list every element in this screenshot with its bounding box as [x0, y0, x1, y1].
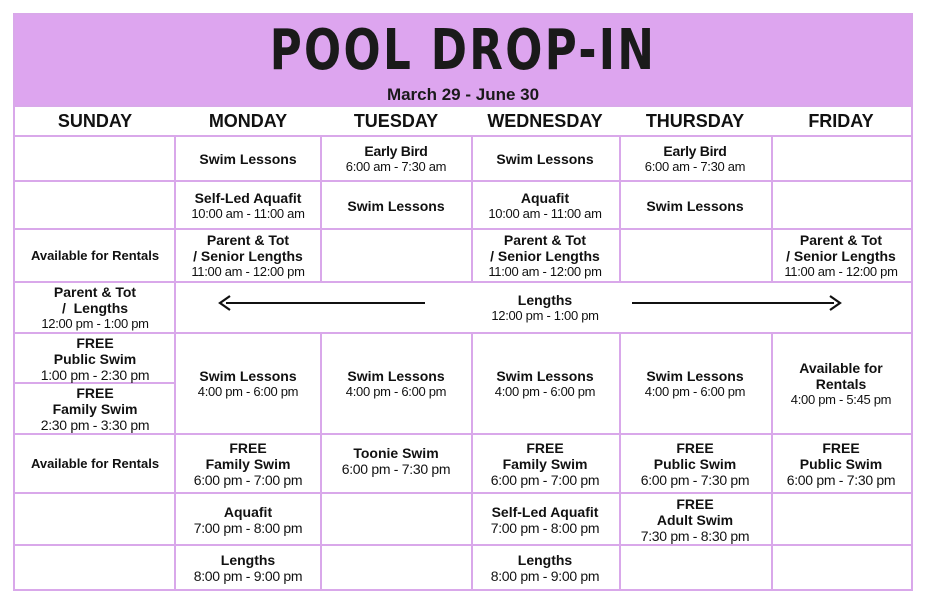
day-header-wednesday: WEDNESDAY: [487, 111, 603, 131]
day-header-tuesday: TUESDAY: [353, 111, 439, 131]
arrow-right-icon: [826, 295, 842, 311]
day-header-friday: FRIDAY: [808, 111, 874, 131]
schedule-cell-fri-parent-tot: Parent & Tot / Senior Lengths 11:00 am - 12:00 pm: [784, 232, 898, 279]
schedule-cell-thu-swim-lessons: Swim Lessons: [646, 197, 744, 214]
schedule-cell-span-lengths: Lengths 12:00 pm - 1:00 pm: [491, 292, 599, 323]
schedule-cell-fri-rentals: Available for Rentals 4:00 pm - 5:45 pm: [790, 360, 892, 407]
schedule-cell-mon-lengths: Lengths 8:00 pm - 9:00 pm: [193, 552, 303, 584]
arrow-left-icon: [218, 295, 234, 311]
page-title: POOL DROP-IN: [269, 18, 657, 83]
schedule-cell-sun-free-family-swim: FREE Family Swim 2:30 pm - 3:30 pm: [40, 384, 150, 433]
schedule-cell-mon-self-led-aquafit: Self-Led Aquafit 10:00 am - 11:00 am: [191, 189, 305, 221]
schedule-cell-sun-parent-tot-lengths: Parent & Tot / Lengths 12:00 pm - 1:00 pm: [41, 284, 149, 331]
schedule-cell-sun-rentals: Available for Rentals: [30, 248, 160, 263]
grid-line: [15, 544, 911, 546]
schedule-cell-sun-rentals-pm: Available for Rentals: [30, 456, 160, 471]
schedule-cell-mon-free-family-swim: FREE Family Swim 6:00 pm - 7:00 pm: [193, 440, 303, 488]
day-header-monday: MONDAY: [208, 111, 288, 131]
date-range: March 29 - June 30: [386, 85, 540, 104]
schedule-cell-mon-parent-tot: Parent & Tot / Senior Lengths 11:00 am - 12:00 pm: [191, 232, 305, 279]
grid-line: [15, 105, 911, 107]
schedule-cell-mon-swim-lessons: Swim Lessons: [199, 151, 297, 167]
schedule-cell-tue-early-bird: Early Bird 6:00 am - 7:30 am: [345, 143, 447, 174]
day-header-thursday: THURSDAY: [645, 111, 745, 131]
schedule-cell-tue-swim-lessons-pm: Swim Lessons 4:00 pm - 6:00 pm: [345, 368, 447, 399]
schedule-cell-thu-swim-lessons-pm: Swim Lessons 4:00 pm - 6:00 pm: [644, 368, 746, 399]
schedule-cell-wed-self-led-aquafit: Self-Led Aquafit 7:00 pm - 8:00 pm: [490, 503, 600, 536]
schedule-cell-sun-free-public-swim: FREE Public Swim 1:00 pm - 2:30 pm: [40, 334, 150, 383]
title-banner: [15, 15, 911, 105]
schedule-cell-wed-free-family-swim: FREE Family Swim 6:00 pm - 7:00 pm: [490, 440, 600, 488]
schedule-cell-wed-swim-lessons: Swim Lessons: [496, 151, 594, 167]
schedule-cell-mon-aquafit: Aquafit 7:00 pm - 8:00 pm: [193, 503, 303, 536]
schedule-cell-wed-lengths: Lengths 8:00 pm - 9:00 pm: [490, 552, 600, 584]
schedule-cell-wed-swim-lessons-pm: Swim Lessons 4:00 pm - 6:00 pm: [494, 368, 596, 399]
schedule-cell-thu-free-adult-swim: FREE Adult Swim 7:30 pm - 8:30 pm: [640, 495, 750, 544]
schedule-cell-thu-early-bird: Early Bird 6:00 am - 7:30 am: [644, 143, 746, 174]
schedule-cell-fri-free-public-swim: FREE Public Swim 6:00 pm - 7:30 pm: [786, 440, 896, 488]
schedule-cell-tue-toonie-swim: Toonie Swim 6:00 pm - 7:30 pm: [341, 445, 451, 477]
schedule-cell-wed-aquafit: Aquafit 10:00 am - 11:00 am: [488, 189, 602, 221]
schedule-cell-tue-swim-lessons: Swim Lessons: [347, 197, 445, 214]
schedule-cell-wed-parent-tot: Parent & Tot / Senior Lengths 11:00 am - 12:00 pm: [488, 232, 602, 279]
schedule-cell-mon-swim-lessons-pm: Swim Lessons 4:00 pm - 6:00 pm: [197, 368, 299, 399]
day-header-sunday: SUNDAY: [57, 111, 133, 131]
arrow-right-line: [632, 302, 834, 304]
schedule-cell-thu-free-public-swim: FREE Public Swim 6:00 pm - 7:30 pm: [640, 440, 750, 488]
arrow-left-line: [226, 302, 425, 304]
